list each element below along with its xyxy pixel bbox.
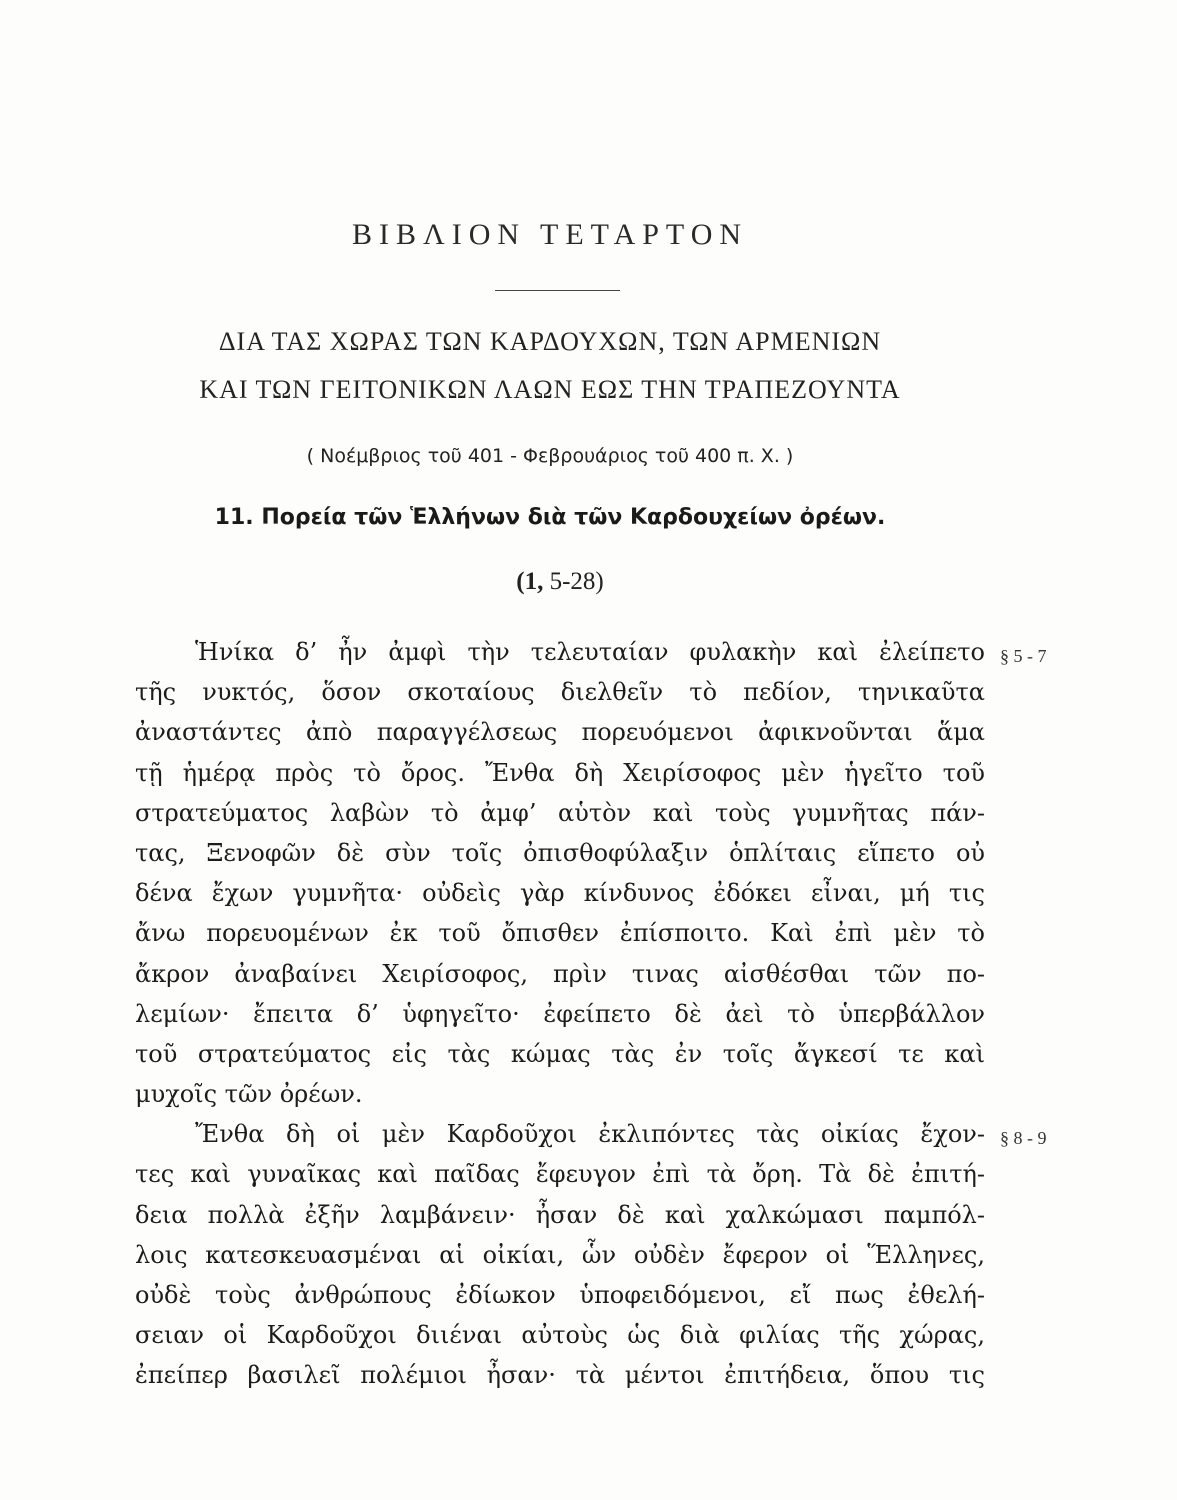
text-line: ἐπείπερ βασιλεῖ πολέμιοι ἦσαν· τὰ μέντοι ἐπιτήδεια, ὅπου τις: [135, 1361, 985, 1390]
text-line: τῆς νυκτός, ὅσον σκοταίους διελθεῖν τὸ πεδίον, τηνικαῦτα: [135, 678, 985, 707]
date-range: ( Νοέμβριος τοῦ 401 - Φεβρουάριος τοῦ 400 π. Χ. ): [306, 445, 794, 467]
paragraph-2: [135, 1114, 985, 1395]
text-line: ἄκρον ἀναβαίνει Χειρίσοφος, πρὶν τινας αἰσθέσθαι τῶν πο-: [135, 959, 985, 988]
chapter-title: [0, 505, 1100, 530]
chapter-number: 11.: [214, 505, 254, 530]
text-line: ἀναστάντες ἀπὸ παραγγέλσεως πορευόμενοι ἀφικνοῦνται ἅμα: [135, 718, 985, 747]
text-line: ἄνω πορευομένων ἐκ τοῦ ὄπισθεν ἐπίσποιτο. Καὶ ἐπὶ μὲν τὸ: [135, 919, 985, 948]
passage-book: (1,: [516, 568, 544, 595]
text-line: τῇ ἡμέρᾳ πρὸς τὸ ὄρος. Ἔνθα δὴ Χειρίσοφος μὲν ἡγεῖτο τοῦ: [135, 758, 985, 787]
text-line: λεμίων· ἔπειτα δ’ ὑφηγεῖτο· ἐφείπετο δὲ ἀεὶ τὸ ὑπερβάλλον: [135, 999, 985, 1028]
book-title: ΒΙΒΛΙΟΝ ΤΕΤΑΡΤΟΝ: [351, 218, 749, 251]
text-line: Ἡνίκα δ’ ἦν ἀμφὶ τὴν τελευταίαν φυλακὴν καὶ ἐλείπετο: [195, 638, 985, 666]
text-line: τοῦ στρατεύματος εἰς τὰς κώμας τὰς ἐν τοῖς ἄγκεσί τε καὶ: [135, 1039, 985, 1068]
text-line: δεια πολλὰ ἐξῆν λαμβάνειν· ἦσαν δὲ καὶ χαλκώμασι παμπόλ-: [135, 1200, 985, 1229]
text-line: οὐδὲ τοὺς ἀνθρώπους ἐδίωκον ὑποφειδόμενοι, εἴ πως ἐθελή-: [135, 1281, 985, 1309]
passage-reference: [0, 568, 1120, 596]
chapter-title-text: Πορεία τῶν Ἑλλήνων διὰ τῶν Καρδουχείων ὀρέων.: [261, 505, 886, 530]
paragraph-1: [135, 632, 985, 1114]
text-line: Ἔνθα δὴ οἱ μὲν Καρδοῦχοι ἐκλιπόντες τὰς οἰκίας ἔχον-: [195, 1120, 985, 1149]
text-line: τας, Ξενοφῶν δὲ σὺν τοῖς ὀπισθοφύλαξιν ὁπλίταις εἵπετο οὐ: [135, 838, 985, 867]
text-line: στρατεύματος λαβὼν τὸ ἀμφ’ αὑτὸν καὶ τοὺς γυμνῆτας πάν-: [135, 798, 985, 827]
text-line: λοις κατεσκευασμέναι αἱ οἰκίαι, ὧν οὐδὲν ἔφερον οἱ Ἕλληνες,: [135, 1240, 985, 1269]
section-heading-line-1: ΔΙΑ ΤΑΣ ΧΩΡΑΣ ΤΩΝ ΚΑΡΔΟΥΧΩΝ, ΤΩΝ ΑΡΜΕΝΙΩΝ: [218, 327, 882, 356]
margin-reference: § 8 - 9: [1000, 1128, 1047, 1148]
text-line: τες καὶ γυναῖκας καὶ παῖδας ἔφευγον ἐπὶ τὰ ὄρη. Τὰ δὲ ἐπιτή-: [135, 1160, 985, 1189]
text-line: δένα ἔχων γυμνῆτα· οὐδεὶς γὰρ κίνδυνος ἐδόκει εἶναι, μή τις: [135, 879, 985, 908]
text-line: μυχοῖς τῶν ὀρέων.: [135, 1080, 363, 1109]
section-heading-line-2: ΚΑΙ ΤΩΝ ΓΕΙΤΟΝΙΚΩΝ ΛΑΩΝ ΕΩΣ ΤΗΝ ΤΡΑΠΕΖΟΥΝΤΑ: [199, 375, 901, 404]
margin-reference: § 5 - 7: [1000, 646, 1047, 666]
text-line: σειαν οἱ Καρδοῦχοι διιέναι αὐτοὺς ὡς διὰ φιλίας τῆς χώρας,: [135, 1321, 985, 1350]
section-heading: [0, 318, 1100, 414]
passage-sections: 5-28): [549, 568, 604, 595]
title-divider: [495, 290, 620, 291]
body-text: [135, 632, 985, 1396]
